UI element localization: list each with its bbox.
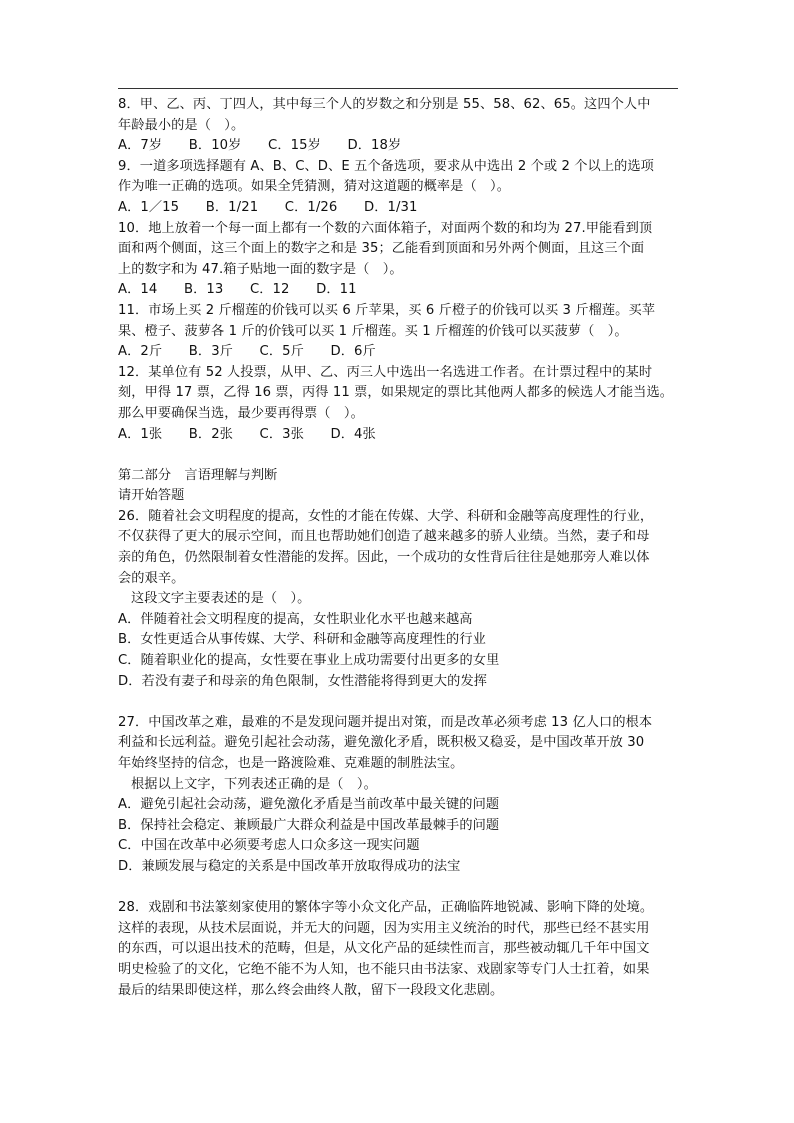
option-a: A．避免引起社会动荡，避免激化矛盾是当前改革中最关键的问题 <box>118 797 500 813</box>
spacer <box>118 692 678 713</box>
question-text: 面和两个侧面，这三个面上的数字之和是 35；乙能看到顶面和另外两个侧面，且这三个面 <box>118 241 645 257</box>
question-8 <box>118 95 678 157</box>
option-b: B．保持社会稳定、兼顾最广大群众利益是中国改革最棘手的问题 <box>118 817 500 833</box>
question-options: A．1张 B．2张 C．3张 D．4张 <box>118 426 376 442</box>
question-text: 27．中国改革之难，最难的不是发现问题并提出对策，而是改革必须考虑 13 亿人口的根本 <box>118 714 653 730</box>
spacer <box>118 878 678 899</box>
question-options: A．2斤 B．3斤 C．5斤 D．6斤 <box>118 344 376 360</box>
option-d: D．兼顾发展与稳定的关系是中国改革开放取得成功的法宝 <box>118 858 461 874</box>
section-instruction: 请开始答题 <box>118 488 185 504</box>
question-options: A．7岁 B．10岁 C．15岁 D．18岁 <box>118 138 402 154</box>
question-text: 明史检验了的文化，它绝不能不为人知，也不能只由书法家、戏剧家等专门人士扛着，如果 <box>118 961 650 977</box>
question-options: A．14 B．13 C．12 D．11 <box>118 282 357 298</box>
question-text: 11．市场上买 2 斤榴莲的价钱可以买 6 斤苹果，买 6 斤橙子的价钱可以买 3 斤榴莲。买苹 <box>118 302 656 318</box>
document-page <box>118 88 678 1001</box>
question-text: 26．随着社会文明程度的提高，女性的才能在传媒、大学、科研和金融等高度理性的行业， <box>118 508 654 524</box>
question-text: 12．某单位有 52 人投票，从甲、乙、丙三人中选出一名选进工作者。在计票过程中的某时 <box>118 364 653 380</box>
question-text: 这样的表现，从技术层面说，并无大的问题，因为实用主义统治的时代，那些已经不甚实用 <box>118 920 650 936</box>
section-header <box>118 466 678 507</box>
question-text: 10．地上放着一个每一面上都有一个数的六面体箱子，对面两个数的和均为 27.甲能看到顶 <box>118 220 653 236</box>
question-text: 8．甲、乙、丙、丁四人，其中每三个人的岁数之和分别是 55、58、62、65。这四个人中 <box>118 97 651 112</box>
question-28 <box>118 898 678 1001</box>
option-a: A．伴随着社会文明程度的提高，女性职业化水平也越来越高 <box>118 611 473 627</box>
question-text: 果、橙子、菠萝各 1 斤的价钱可以买 1 斤榴莲。买 1 斤榴莲的价钱可以买菠萝（ ）。 <box>118 323 628 339</box>
option-c: C．随着职业化的提高，女性要在事业上成功需要付出更多的女里 <box>118 653 500 669</box>
question-text: 刻，甲得 17 票，乙得 16 票，丙得 11 票，如果规定的票比其他两人都多的候选人才能当选。 <box>118 385 674 401</box>
question-27 <box>118 713 678 878</box>
question-options: A．1／15 B．1/21 C．1/26 D．1/31 <box>118 199 418 215</box>
question-text: 的东西，可以退出技术的范畴，但是，从文化产品的延续性而言，那些被动辄几千年中国文 <box>118 941 650 957</box>
question-text: 那么甲要确保当选，最少要再得票（ ）。 <box>118 405 364 421</box>
option-b: B．女性更适合从事传媒、大学、科研和金融等高度理性的行业 <box>118 632 486 648</box>
spacer <box>118 445 678 466</box>
option-c: C．中国在改革中必须要考虑人口众多这一现实问题 <box>118 838 420 854</box>
question-26 <box>118 507 678 692</box>
option-d: D．若没有妻子和母亲的角色限制，女性潜能将得到更大的发挥 <box>118 673 488 689</box>
question-text: 利益和长远利益。避免引起社会动荡，避免激化矛盾，既积极又稳妥，是中国改革开放 30 <box>118 735 645 751</box>
question-text: 最后的结果即使这样，那么终会曲终人散，留下一段段文化悲剧。 <box>118 982 504 998</box>
question-12 <box>118 363 678 445</box>
question-10 <box>118 219 678 301</box>
question-text: 年始终坚持的信念，也是一路渡险难、克难题的制胜法宝。 <box>118 756 464 771</box>
question-9 <box>118 157 678 219</box>
question-11 <box>118 301 678 363</box>
question-prompt: 根据以上文字，下列表述正确的是（ ）。 <box>131 776 377 792</box>
question-text: 亲的角色，仍然限制着女性潜能的发挥。因此，一个成功的女性背后往往是她那旁人难以体 <box>118 550 650 566</box>
question-text: 作为唯一正确的选项。如果全凭猜测，猜对这道题的概率是（ ）。 <box>118 179 511 195</box>
question-text: 上的数字和为 47.箱子贴地一面的数字是（ ）。 <box>118 261 403 277</box>
question-text: 年龄最小的是（ ）。 <box>118 117 245 133</box>
question-text: 不仅获得了更大的展示空间，而且也帮助她们创造了越来越多的骄人业绩。当然，妻子和母 <box>118 529 650 545</box>
question-text: 28．戏剧和书法篆刻家使用的繁体字等小众文化产品，正确临阵地锐减、影响下降的处境。 <box>118 900 654 916</box>
question-prompt: 这段文字主要表述的是（ ）。 <box>131 591 311 607</box>
section-title: 第二部分 言语理解与判断 <box>118 467 278 483</box>
question-text: 9．一道多项选择题有 A、B、C、D、E 五个备选项，要求从中选出 2 个或 2 个以上的选项 <box>118 158 654 174</box>
header-rule <box>118 88 678 89</box>
question-text: 会的艰辛。 <box>118 570 185 586</box>
